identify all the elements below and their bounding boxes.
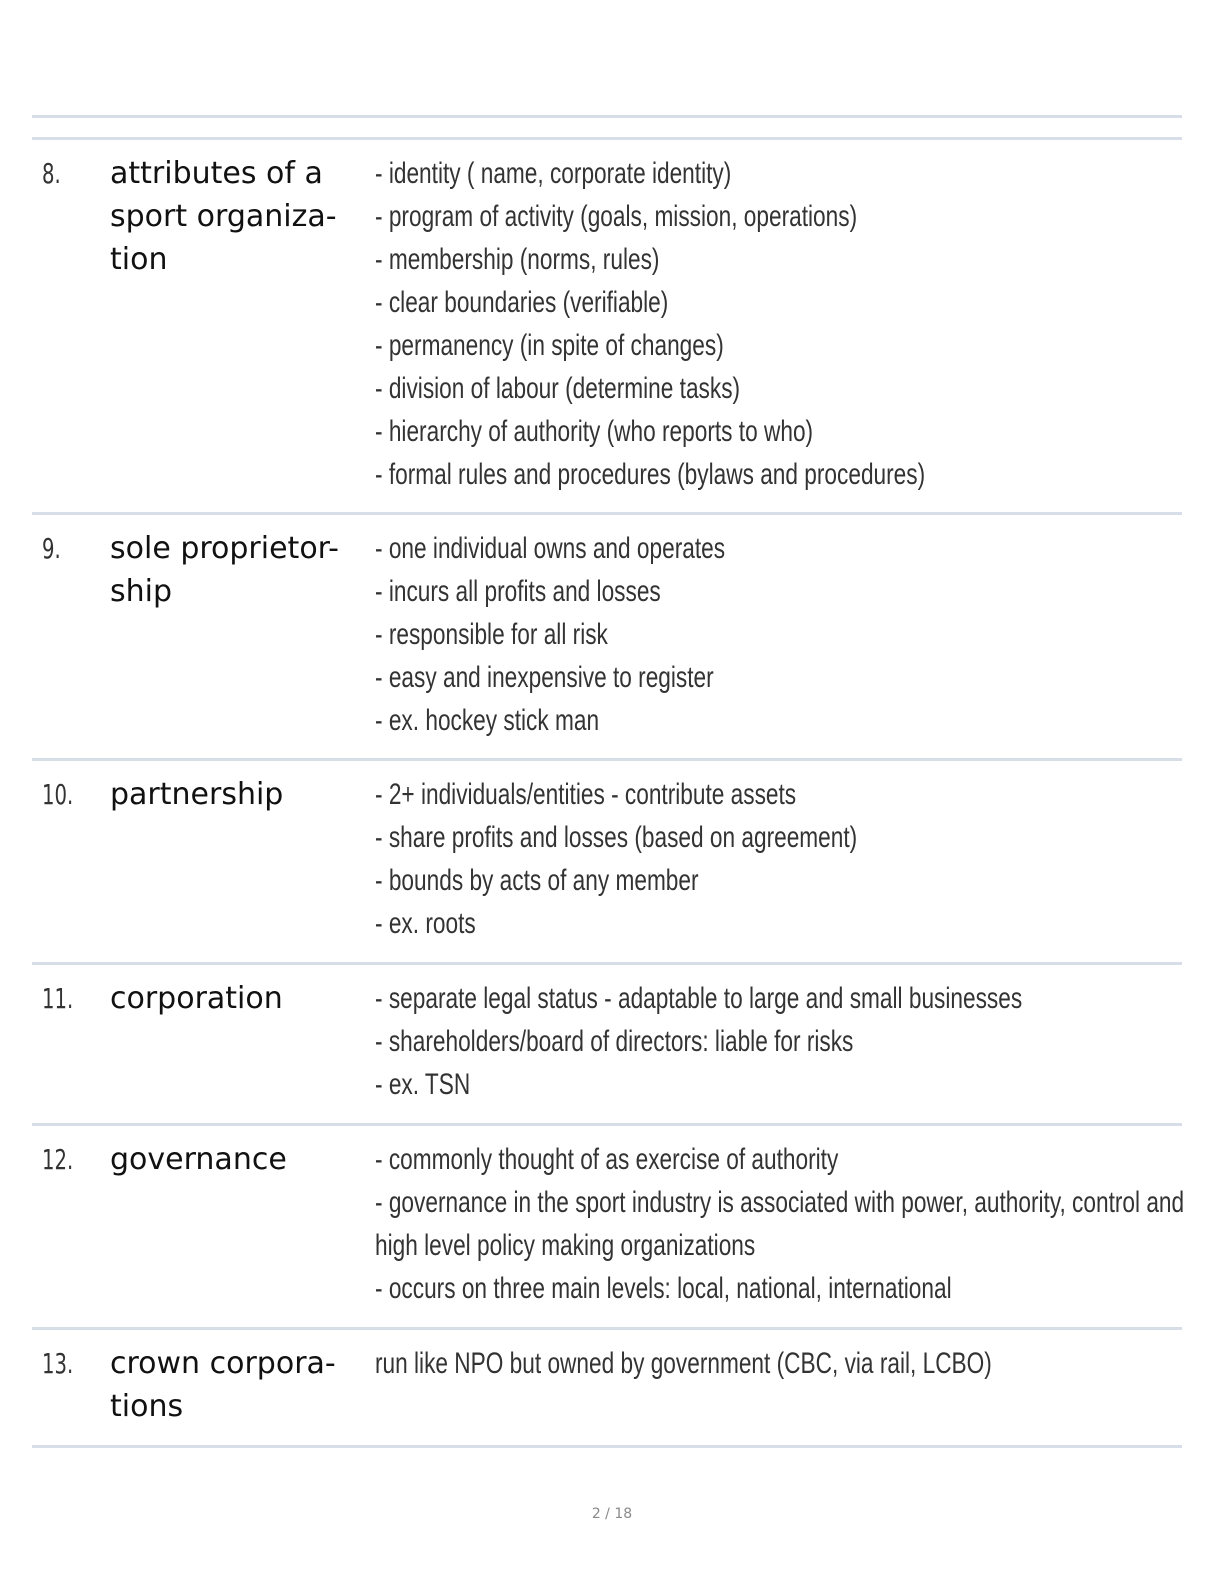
card-definition bbox=[375, 527, 1164, 742]
card-number: 12. bbox=[42, 1143, 74, 1176]
definition-line: - separate legal status - adaptable to large and small businesses bbox=[375, 982, 1023, 1015]
card-definition bbox=[375, 1342, 1164, 1385]
definition-line: - ex. TSN bbox=[375, 1068, 471, 1101]
card-definition bbox=[375, 977, 1164, 1106]
term-line: crown corpora- bbox=[110, 1346, 336, 1381]
definition-line: - hierarchy of authority (who reports to who) bbox=[375, 415, 814, 448]
term-line: corporation bbox=[110, 981, 283, 1016]
card-term bbox=[110, 1342, 350, 1428]
flashcard bbox=[32, 1126, 1185, 1330]
definition-line: - identity ( name, corporate identity) bbox=[375, 157, 732, 190]
term-line: partnership bbox=[110, 777, 284, 812]
card-number: 10. bbox=[42, 778, 74, 811]
flashcard bbox=[32, 965, 1182, 1126]
definition-line: - share profits and losses (based on agreement) bbox=[375, 821, 858, 854]
definition-line: - shareholders/board of directors: liable for risks bbox=[375, 1025, 854, 1058]
definition-line: - permanency (in spite of changes) bbox=[375, 329, 724, 362]
card-number: 9. bbox=[42, 532, 61, 565]
term-line: ship bbox=[110, 574, 173, 609]
card-number: 11. bbox=[42, 982, 74, 1015]
definition-line: - clear boundaries (verifiable) bbox=[375, 286, 669, 319]
card-definition bbox=[375, 773, 1164, 945]
card-term bbox=[110, 152, 350, 281]
definition-line: - responsible for all risk bbox=[375, 618, 608, 651]
term-line: sport organiza- bbox=[110, 199, 337, 234]
term-line: attributes of a bbox=[110, 156, 323, 191]
flashcard bbox=[32, 515, 1182, 761]
definition-line: - ex. hockey stick man bbox=[375, 704, 600, 737]
flashcard bbox=[32, 1330, 1182, 1448]
definition-line: - easy and inexpensive to register bbox=[375, 661, 714, 694]
definition-line: - ex. roots bbox=[375, 907, 476, 940]
card-term bbox=[110, 773, 350, 816]
flashcard-list bbox=[32, 140, 1185, 1448]
definition-line: - bounds by acts of any member bbox=[375, 864, 699, 897]
definition-line: - governance in the sport industry is associated with power, authority, control and bbox=[375, 1186, 1185, 1219]
card-number: 8. bbox=[42, 157, 61, 190]
term-line: sole proprietor- bbox=[110, 531, 339, 566]
card-definition bbox=[375, 152, 1164, 496]
page-number: 2 / 18 bbox=[591, 1506, 633, 1522]
definition-line: high level policy making organizations bbox=[375, 1229, 756, 1262]
term-line: tions bbox=[110, 1389, 184, 1424]
flashcard bbox=[32, 761, 1182, 965]
top-divider bbox=[32, 115, 1182, 118]
term-line: governance bbox=[110, 1142, 287, 1177]
card-term bbox=[110, 1138, 350, 1181]
definition-line: - 2+ individuals/entities - contribute assets bbox=[375, 778, 797, 811]
card-term bbox=[110, 977, 350, 1020]
definition-line: - one individual owns and operates bbox=[375, 532, 726, 565]
definition-line: run like NPO but owned by government (CBC, via rail, LCBO) bbox=[375, 1347, 992, 1380]
definition-line: - division of labour (determine tasks) bbox=[375, 372, 741, 405]
definition-line: - commonly thought of as exercise of authority bbox=[375, 1143, 839, 1176]
term-line: tion bbox=[110, 242, 168, 277]
definition-line: - formal rules and procedures (bylaws and procedures) bbox=[375, 458, 926, 491]
definition-line: - incurs all profits and losses bbox=[375, 575, 661, 608]
card-term bbox=[110, 527, 350, 613]
card-definition bbox=[375, 1138, 1185, 1310]
definition-line: - program of activity (goals, mission, operations) bbox=[375, 200, 858, 233]
definition-line: - membership (norms, rules) bbox=[375, 243, 660, 276]
definition-line: - occurs on three main levels: local, national, international bbox=[375, 1272, 952, 1305]
flashcard bbox=[32, 140, 1182, 515]
card-number: 13. bbox=[42, 1347, 74, 1380]
